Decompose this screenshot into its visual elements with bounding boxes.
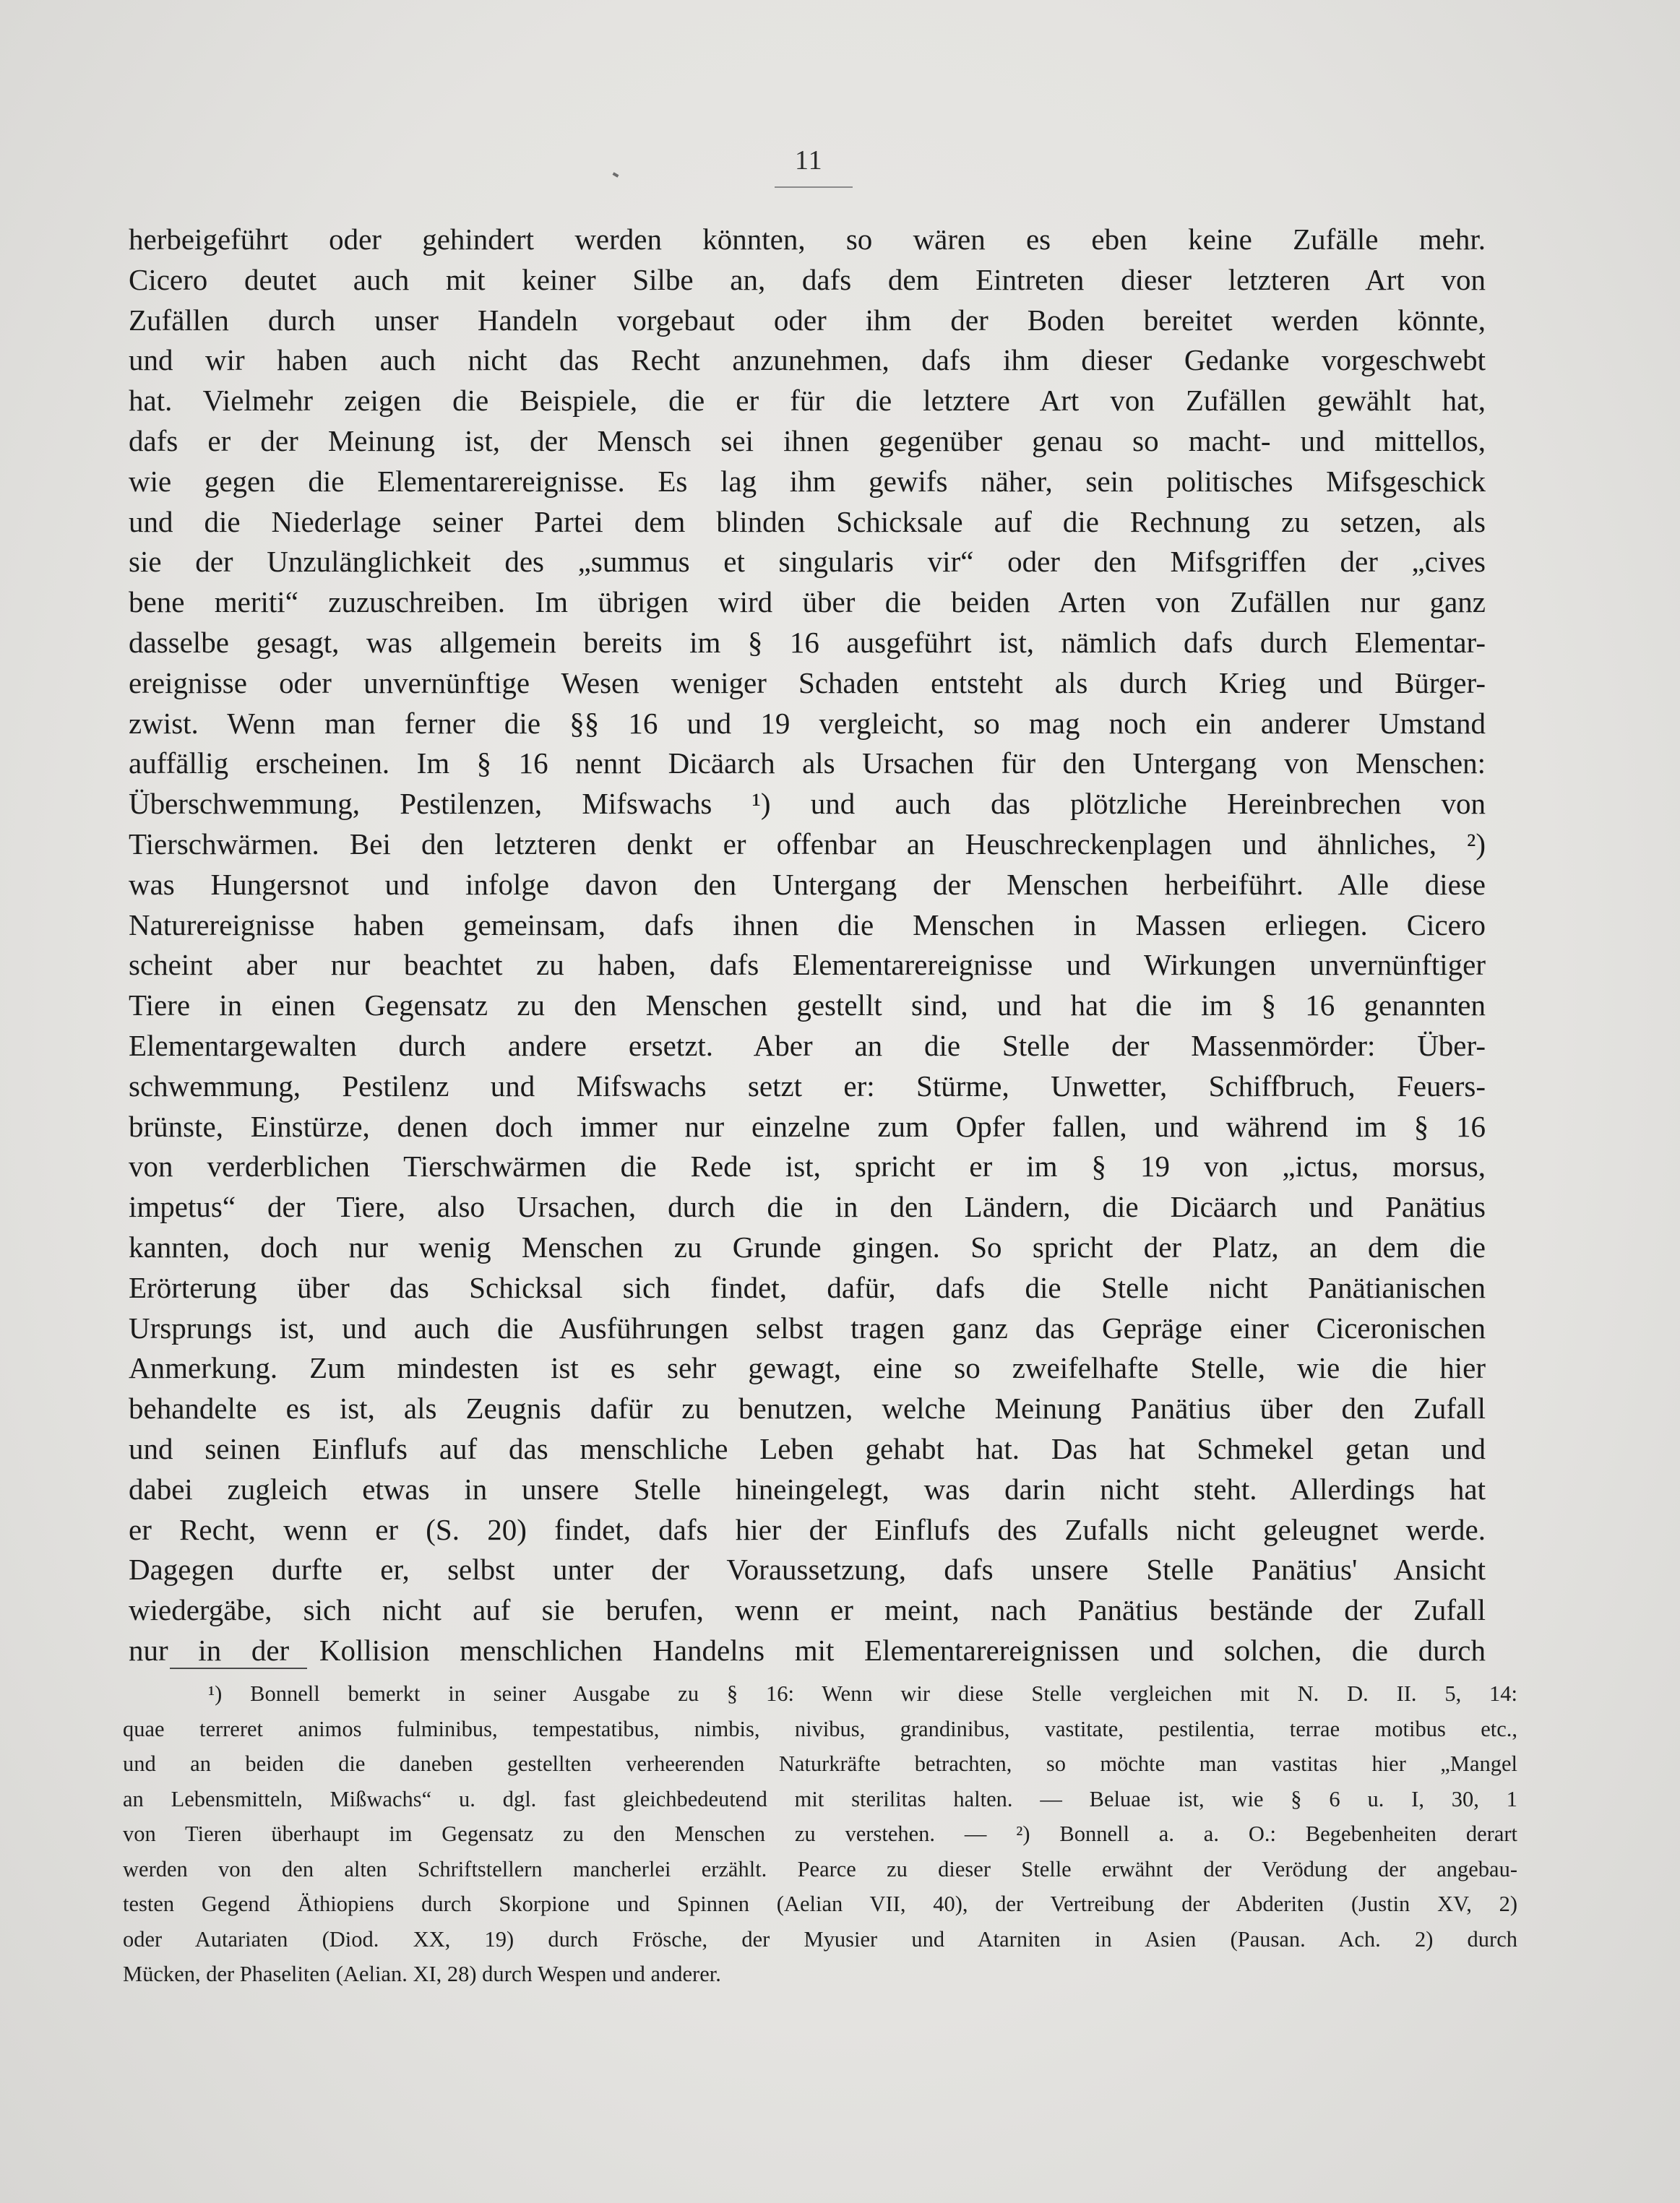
body-line: sie der Unzulänglichkeit des „summus et singularis vir“ oder den Mifsgriffen der „cives [129,545,1486,579]
body-line: Cicero deutet auch mit keiner Silbe an, dafs dem Eintreten dieser letzteren Art von [129,262,1486,296]
footnote-line: werden von den alten Schriftstellern mancherlei erzählt. Pearce zu dieser Stelle erwähnt der Verödung der angebau- [123,1856,1517,1881]
body-line: was Hungersnot und infolge davon den Untergang der Menschen herbeiführt. Alle diese [129,867,1486,901]
body-line: Erörterung über das Schicksal sich findet, dafür, dafs die Stelle nicht Panätianischen [129,1270,1486,1304]
body-line: und die Niederlage seiner Partei dem blinden Schicksale auf die Rechnung zu setzen, als [129,504,1486,538]
footnote-line: Mücken, der Phaseliten (Aelian. XI, 28) durch Wespen und anderer. [123,1962,721,1986]
body-line: er Recht, wenn er (S. 20) findet, dafs hier der Einflufs des Zufalls nicht geleugnet werde. [129,1512,1486,1546]
footnote-line: ¹) Bonnell bemerkt in seiner Ausgabe zu § 16: Wenn wir diese Stelle vergleichen mit N. D. II. 5, 14: [208,1681,1517,1706]
body-line: auffällig erscheinen. Im § 16 nennt Dicäarch als Ursachen für den Untergang von Menschen: [129,746,1486,780]
body-line: scheint aber nur beachtet zu haben, dafs Elementarereignisse und Wirkungen unvernünftiger [129,948,1486,982]
body-line: kannten, doch nur wenig Menschen zu Grunde gingen. So spricht der Platz, an dem die [129,1230,1486,1264]
body-line: Tiere in einen Gegensatz zu den Menschen gestellt sind, und hat die im § 16 genannten [129,988,1486,1022]
footnote-line: von Tieren überhaupt im Gegensatz zu den Menschen zu verstehen. — ²) Bonnell a. a. O.: Begebenheiten derart [123,1822,1517,1846]
page-number-rule [775,186,853,188]
ink-speck [613,172,619,177]
body-line: und seinen Einflufs auf das menschliche Leben gehabt hat. Das hat Schmekel getan und [129,1431,1486,1465]
body-text [129,220,1486,1671]
body-line: Tierschwärmen. Bei den letzteren denkt er offenbar an Heuschreckenplagen und ähnliches, ²) [129,827,1486,861]
body-line: impetus“ der Tiere, also Ursachen, durch die in den Ländern, die Dicäarch und Panätius [129,1190,1486,1224]
body-line: Naturereignisse haben gemeinsam, dafs ihnen die Menschen in Massen erliegen. Cicero [129,908,1486,941]
footnote-line: testen Gegend Äthiopiens durch Skorpione und Spinnen (Aelian VII, 40), der Vertreibung der Abderiten (Justin XV, 2) [123,1892,1517,1916]
body-line: Ursprungs ist, und auch die Ausführungen selbst tragen ganz das Gepräge einer Ciceronischen [129,1311,1486,1345]
body-line: Überschwemmung, Pestilenzen, Mifswachs ¹) und auch das plötzliche Hereinbrechen von [129,787,1486,821]
body-line: Anmerkung. Zum mindesten ist es sehr gewagt, eine so zweifelhafte Stelle, wie die hier [129,1351,1486,1385]
body-line: Dagegen durfte er, selbst unter der Voraussetzung, dafs unsere Stelle Panätius' Ansicht [129,1553,1486,1587]
body-line: Elementargewalten durch andere ersetzt. Aber an die Stelle der Massenmörder: Über- [129,1028,1486,1062]
body-line: Zufällen durch unser Handeln vorgebaut oder ihm der Boden bereitet werden könnte, [129,303,1486,337]
body-line: dabei zugleich etwas in unsere Stelle hineingelegt, was darin nicht steht. Allerdings hat [129,1472,1486,1506]
footnote-line: an Lebensmitteln, Mißwachs“ u. dgl. fast gleichbedeutend mit sterilitas halten. — Beluae ist, wie § 6 u. I, 30, 1 [123,1786,1517,1811]
page-number: 11 [795,145,823,176]
footnote-line: quae terreret animos fulminibus, tempestatibus, nimbis, nivibus, grandinibus, vastitate, pestilentia, terrae motibus etc., [123,1716,1517,1741]
body-line: ereignisse oder unvernünftige Wesen weniger Schaden entsteht als durch Krieg und Bürger- [129,665,1486,699]
body-line: hat. Vielmehr zeigen die Beispiele, die er für die letztere Art von Zufällen gewählt hat, [129,384,1486,418]
footnote-line: oder Autariaten (Diod. XX, 19) durch Frösche, der Myusier und Atarniten in Asien (Pausan. Ach. 2) durch [123,1926,1517,1952]
footnote-line: und an beiden die daneben gestellten verheerenden Naturkräfte betrachten, so möchte man vastitas hier „Mangel [123,1751,1517,1776]
body-line: brünste, Einstürze, denen doch immer nur einzelne zum Opfer fallen, und während im § 16 [129,1109,1486,1143]
body-line: herbeigeführt oder gehindert werden könnten, so wären es eben keine Zufälle mehr. [129,223,1486,256]
body-line: zwist. Wenn man ferner die §§ 16 und 19 vergleicht, so mag noch ein anderer Umstand [129,706,1486,740]
body-line: schwemmung, Pestilenz und Mifswachs setzt er: Stürme, Unwetter, Schiffbruch, Feuers- [129,1069,1486,1103]
body-line: wie gegen die Elementarereignisse. Es lag ihm gewifs näher, sein politisches Mifsgeschick [129,464,1486,498]
body-line: nur in der Kollision menschlichen Handelns mit Elementarereignissen und solchen, die durch [129,1633,1486,1667]
body-line: behandelte es ist, als Zeugnis dafür zu benutzen, welche Meinung Panätius über den Zufall [129,1392,1486,1426]
body-line: und wir haben auch nicht das Recht anzunehmen, dafs ihm dieser Gedanke vorgeschwebt [129,343,1486,377]
body-line: wiedergäbe, sich nicht auf sie berufen, wenn er meint, nach Panätius bestände der Zufall [129,1593,1486,1627]
body-line: dasselbe gesagt, was allgemein bereits im § 16 ausgeführt ist, nämlich dafs durch Elementar- [129,625,1486,659]
footnote-separator [170,1668,307,1669]
body-line: von verderblichen Tierschwärmen die Rede ist, spricht er im § 19 von „ictus, morsus, [129,1150,1486,1184]
body-line: bene meriti“ zuzuschreiben. Im übrigen wird über die beiden Arten von Zufällen nur ganz [129,585,1486,619]
footnotes [123,1676,1517,1992]
body-line: dafs er der Meinung ist, der Mensch sei ihnen gegenüber genau so macht- und mittellos, [129,423,1486,457]
